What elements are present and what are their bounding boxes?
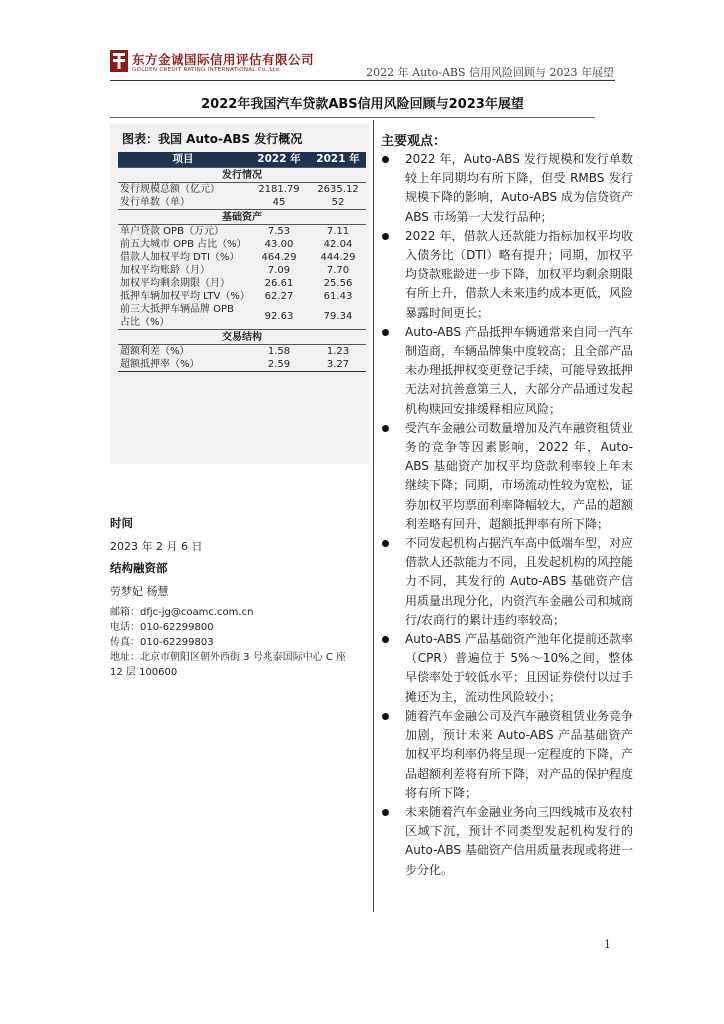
- list-item: [381, 630, 633, 707]
- value-2021: 2635.12: [317, 184, 359, 195]
- section-label: 发行情况: [118, 168, 366, 183]
- value-2021: 61.43: [323, 291, 353, 302]
- value-2021: 444.29: [320, 252, 356, 263]
- point-text: Auto-ABS 产品抵押车辆通常来自同一汽车制造商，车辆品牌集中度较高；且全部产品未办理抵押权变更登记手续，可能导致抵押无法对抗善意第三人，大部分产品通过发起机构赎回安排缓释相应风险；: [405, 324, 634, 416]
- value-2022: 7.09: [267, 265, 291, 276]
- value-2022: 1.58: [267, 346, 291, 357]
- section-row: [118, 330, 366, 345]
- bullet-icon: [382, 156, 389, 163]
- report-date: 2023 年 2 月 6 日: [110, 540, 203, 553]
- row-label: 单户贷款 OPB（万元）: [120, 226, 224, 237]
- value-2021: 52: [331, 197, 345, 208]
- main-points-title: 主要观点：: [381, 134, 447, 149]
- list-item: [381, 707, 633, 803]
- value-2022: 92.63: [264, 310, 294, 322]
- bullet-icon: [382, 636, 389, 643]
- value-2022: 45: [272, 197, 286, 208]
- row-label: 借款人加权平均 DTI（%）: [120, 252, 240, 263]
- value-2022: 2181.79: [258, 184, 300, 195]
- section-row: [118, 168, 366, 183]
- value-2022: 2.59: [248, 358, 310, 372]
- point-text: 受汽车金融公司数量增加及汽车融资租赁业务的竞争等因素影响，2022 年，Auto-ABS 基础资产加权平均贷款利率较上年末继续下降；同期，市场流动性较为宽松，证券加权平均票面利率降幅较大，产品的超额利差略有回升，超额抵押率有所下降；: [405, 420, 634, 531]
- company-name-en: GOLDEN CREDIT RATING INTERNATIONAL Co.,Ltd.: [132, 67, 282, 73]
- table-row: [118, 290, 366, 303]
- section-label: 基础资产: [118, 210, 366, 225]
- bullet-icon: [382, 540, 389, 547]
- value-2021: 25.56: [323, 278, 353, 289]
- bullet-icon: [382, 233, 389, 240]
- column-header: 2021 年: [310, 152, 366, 168]
- table-row: [118, 225, 366, 239]
- point-text: 未来随着汽车金融业务向三四线城市及农村区域下沉，预计不同类型发起机构发行的 Auto-ABS 基础资产信用质量表现或将进一步分化。: [405, 804, 634, 877]
- address-line-2: 12 层 100600: [110, 667, 178, 678]
- value-2022: 7.53: [267, 226, 291, 237]
- main-points-list: [381, 150, 633, 880]
- bullet-icon: [382, 809, 389, 816]
- bullet-icon: [382, 713, 389, 720]
- row-label: 加权平均剩余期限（月）: [120, 278, 230, 289]
- value-2022: 26.61: [264, 278, 294, 289]
- value-2022: 62.27: [264, 291, 294, 302]
- table-row: [118, 277, 366, 290]
- value-2022: 464.29: [261, 252, 297, 263]
- value-2021: 1.23: [326, 346, 350, 357]
- point-text: 2022 年，借款人还款能力指标加权平均收入债务比（DTI）略有提升；同期，加权平均贷款账龄进一步下降，加权平均剩余期限有所上升，借款人未来违约成本更低，风险暴露时间更长；: [405, 228, 634, 320]
- figure-title: 图表：我国 Auto-ABS 发行概况: [122, 132, 303, 146]
- value-2021: 79.34: [323, 310, 353, 322]
- point-text: 2022 年，Auto-ABS 发行规模和发行单数较上年同期均有所下降，但受 RMBS 发行规模下降的影响，Auto-ABS 成为信贷资产 ABS 市场第一大发行品种；: [405, 152, 633, 224]
- title-rule: [110, 117, 595, 118]
- value-2021: 7.70: [326, 265, 350, 276]
- address-line-1: 地址：北京市朝阳区朝外西街 3 号兆泰国际中心 C 座: [110, 652, 347, 663]
- table-row: [118, 251, 366, 264]
- fax: 传真：010-62299803: [110, 637, 214, 648]
- value-2021: 3.27: [310, 358, 366, 372]
- table-row: [118, 358, 366, 372]
- point-text: 随着汽车金融公司及汽车融资租赁业务竞争加剧，预计未来 Auto-ABS 产品基础资产加权平均利率仍将呈现一定程度的下降，产品超额利差将有所下降，对产品的保护程度将有所下降；: [405, 708, 634, 800]
- column-divider: [373, 120, 374, 912]
- company-name-cn: 东方金诚国际信用评估有限公司: [132, 52, 315, 67]
- table-row: [118, 196, 366, 210]
- department: 结构融资部: [110, 561, 168, 575]
- row-label: 发行规模总额（亿元）: [120, 184, 220, 195]
- table-row: [118, 345, 366, 359]
- document-title: 2022年我国汽车贷款ABS信用风险回顾与2023年展望: [201, 97, 524, 112]
- row-label: 超额利差（%）: [120, 346, 190, 357]
- time-label: 时间: [110, 516, 133, 530]
- section-label: 交易结构: [118, 330, 366, 345]
- bullet-icon: [382, 425, 389, 432]
- running-title: 2022 年 Auto-ABS 信用风险回顾与 2023 年展望: [366, 66, 614, 79]
- row-label: 超额抵押率（%）: [118, 358, 248, 372]
- list-item: [381, 419, 633, 534]
- table-row: [118, 238, 366, 251]
- table-row: [118, 303, 366, 330]
- value-2021: 42.04: [323, 239, 353, 250]
- row-label: 前三大抵押车辆品牌 OPB 占比（%）: [120, 304, 234, 328]
- column-header: 2022 年: [248, 152, 310, 168]
- authors: 劳梦妃 杨慧: [110, 585, 169, 598]
- header-rule: [110, 80, 615, 81]
- email: 邮箱：dfjc-jg@coamc.com.cn: [110, 607, 254, 618]
- section-row: [118, 210, 366, 225]
- table-row: [118, 183, 366, 197]
- list-item: [381, 803, 633, 880]
- value-2022: 43.00: [264, 239, 294, 250]
- column-header: 项目: [118, 152, 248, 168]
- row-label: 发行单数（单）: [120, 197, 190, 208]
- list-item: [381, 534, 633, 630]
- table-header-row: [118, 152, 366, 168]
- row-label: 前五大城市 OPB 占比（%）: [120, 239, 247, 250]
- point-text: Auto-ABS 产品基础资产池年化提前还款率（CPR）普遍位于 5%～10%之间，整体早偿率处于较低水平；且因证券偿付以过手摊还为主，流动性风险较小；: [405, 632, 634, 704]
- list-item: [381, 323, 633, 419]
- row-label: 加权平均账龄（月）: [120, 265, 210, 276]
- page-number: 1: [604, 938, 611, 951]
- overview-table: [118, 152, 366, 372]
- list-item: [381, 150, 633, 227]
- value-2021: 7.11: [326, 226, 350, 237]
- bullet-icon: [382, 329, 389, 336]
- phone: 电话：010-62299800: [110, 622, 214, 633]
- table-row: [118, 264, 366, 277]
- list-item: [381, 227, 633, 323]
- point-text: 不同发起机构占据汽车高中低端车型，对应借款人还款能力不同，且发起机构的风控能力不同，其发行的 Auto-ABS 基础资产信用质量出现分化，内资汽车金融公司和城商行/农商行的累计违约率较高；: [405, 536, 634, 627]
- company-logo-icon: [110, 50, 128, 72]
- row-label: 抵押车辆加权平均 LTV（%）: [120, 291, 250, 302]
